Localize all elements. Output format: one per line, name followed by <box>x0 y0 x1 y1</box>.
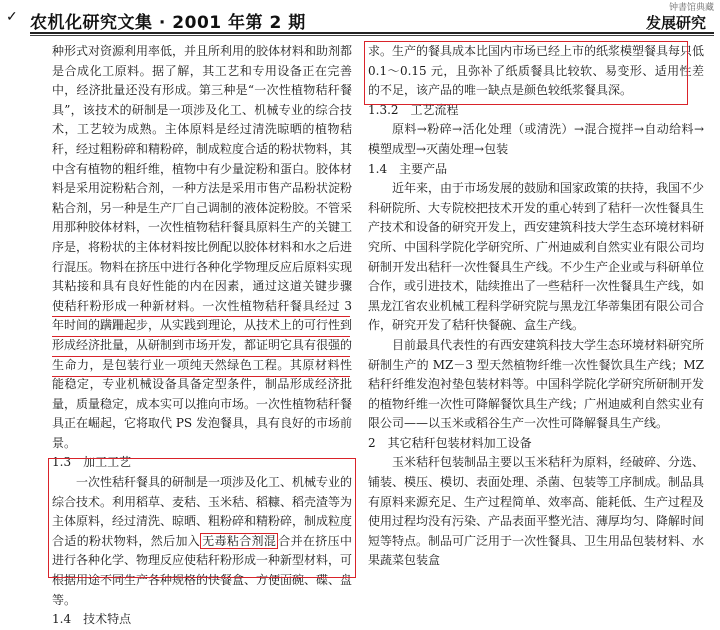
heading-process-flow: 1.3.2 工艺流程 <box>368 102 459 117</box>
right-paragraph-3: 玉米秸秆包装制品主要以玉米秸秆为原料，经破碎、分选、铺装、模压、模切、表面处理、杀菌、包装等工序制成。制品具有原料来源充足、生产过程简单、效率高、能耗低、生产过程及使用过程均没有污染、产品表面平整光洁、薄厚均匀、降解时间短等特点。制品可广泛用于一次性餐具、卫生用品包装材料、水果蔬菜包装盒 <box>368 455 705 568</box>
right-column <box>368 42 704 571</box>
section-title: 发展研究 <box>645 14 706 32</box>
right-boxed-paragraph: 求。生产的餐具成本比国内市场已经上市的纸浆模塑餐具每只低 0.1～0.15 元，且弥补了纸质餐具比较软、易变形、适用性差的不足，该产品的唯一缺点是颜色较纸浆餐具深。 <box>368 44 705 98</box>
checkmark-icon: ✓ <box>6 9 18 25</box>
left-paragraph-2-a: 一次性秸秆餐具的研制是一项涉及化工、机械专业的综合技术。利用稻草、麦秸、玉米秸、稻糠、稻壳渣等为主体原料，经过清洗、晾晒、粗粉碎和精粉碎，制成粒度合适的粉状物料，然后加入 <box>52 475 353 548</box>
right-paragraph-2: 目前最具代表性的有西安建筑科技大学生态环境材料研究所研制生产的 MZ－3 型天然植物纤维一次性餐饮具生产线；MZ 秸秆纤维发泡衬垫包装材料等。中国科学院化学研究所研制开发的植物纤维一次性可降解餐饮具生产线；广州迪威利自然实业有限公司——以玉米或稻谷生产一次性可降解餐具生产线。 <box>368 337 705 431</box>
process-flow: 原料→粉碎→活化处理（或清洗）→混合搅拌→自动给料→模塑成型→灭菌处理→包装 <box>368 122 704 156</box>
journal-title: 农机化研究文集 · 2001 年第 2 期 <box>30 13 306 33</box>
heading-processing: 1.3 加工工艺 <box>52 455 132 470</box>
left-paragraph-1 <box>52 42 352 453</box>
left-paragraph-2-b: 合并在挤压中进行各种化学、物理反应使秸秆粉形成一种新型材料，可根据用途不同生产各种规格的快餐盒、方便面碗、碟、盘等。 <box>52 533 353 607</box>
header-rule <box>30 32 714 34</box>
right-paragraph-1: 近年来，由于市场发展的鼓励和国家政策的扶持，我国不少科研院所、大专院校把技术开发的重心转到了秸秆一次性餐具生产技术和设备的研究开发上，西安建筑科技大学生态环境材料研究所、中国科学院化学研究所、广州迪威利自然实业有限公司均研制开发出秸秆一次性餐具生产线。不少生产企业或与科研单位合作，或引进技术，陆续推出了一些秸秆一次性餐具生产线，如黑龙江省农业机械工程科学研究院与黑龙江华蒂集团有限公司合作，研究开发了秸秆快餐碗、盒生产线。 <box>368 181 705 333</box>
heading-main-products: 1.4 主要产品 <box>368 161 448 176</box>
left-highlighted-sentence: 通过这道关键步骤使秸秆粉形成一种新材料。一次性植物秸秆餐具经过 3 年时间的蹒跚起步，从实践到理论，从技术上的可行性到形成经济批量，从研制到市场开发，都证明它具有很强的生命力，是包装行业一项纯 <box>52 279 353 372</box>
left-paragraph-2 <box>52 473 352 610</box>
library-stamp: 钟書馆典藏 <box>668 3 714 13</box>
heading-tech-features: 1.4 技术特点 <box>52 612 132 627</box>
adhesive-highlight: 无毒粘合剂混 <box>202 533 277 548</box>
header-rule-thin <box>30 35 714 36</box>
left-column <box>52 42 352 630</box>
left-paragraph-1-text: 种形式对资源利用率低，并且所利用的胶体材料和助剂都是合成化工原料。据了解，其工艺和专用设备正在完善中，经济批量还没有形成。第三种是“一次性植物秸秆餐具”，该技术的研制是一项涉及化工、机械专业的综合技术，工艺较为成熟。主体原料是经过清洗晾晒的植物秸秆，经过粗粉碎和精粉碎，制成粒度合适的粉状物料，其中含有植物的粗纤维，植物中有少量淀粉和蛋白。胶体材料是采用淀粉粘合剂，一种方法是采用市售产品粉状淀粉粘合剂，另一种是生产厂自己调制的液体淀粉胶。不管采用那种胶体材料，一次性植物秸秆餐具原料生产的关键工序是，将粉状的主体材料按比例配以胶体材料和水之后进行混压。物料在挤压中进行各种化学物理反应后原料实现其粘接和具有良好性能的内在因素， <box>52 44 353 294</box>
left-paragraph-1-tail: 天然绿色工程。其原材料性能稳定，专业机械设备具备定型条件，制品形成经济批量，质量稳定，成本实可以推向市场。一次性植物秸秆餐具正在崛起，它将取代 PS 发泡餐具，具有良好的市场前景。 <box>52 357 353 450</box>
heading-other-equipment: 2 其它秸秆包装材料加工设备 <box>368 435 532 450</box>
